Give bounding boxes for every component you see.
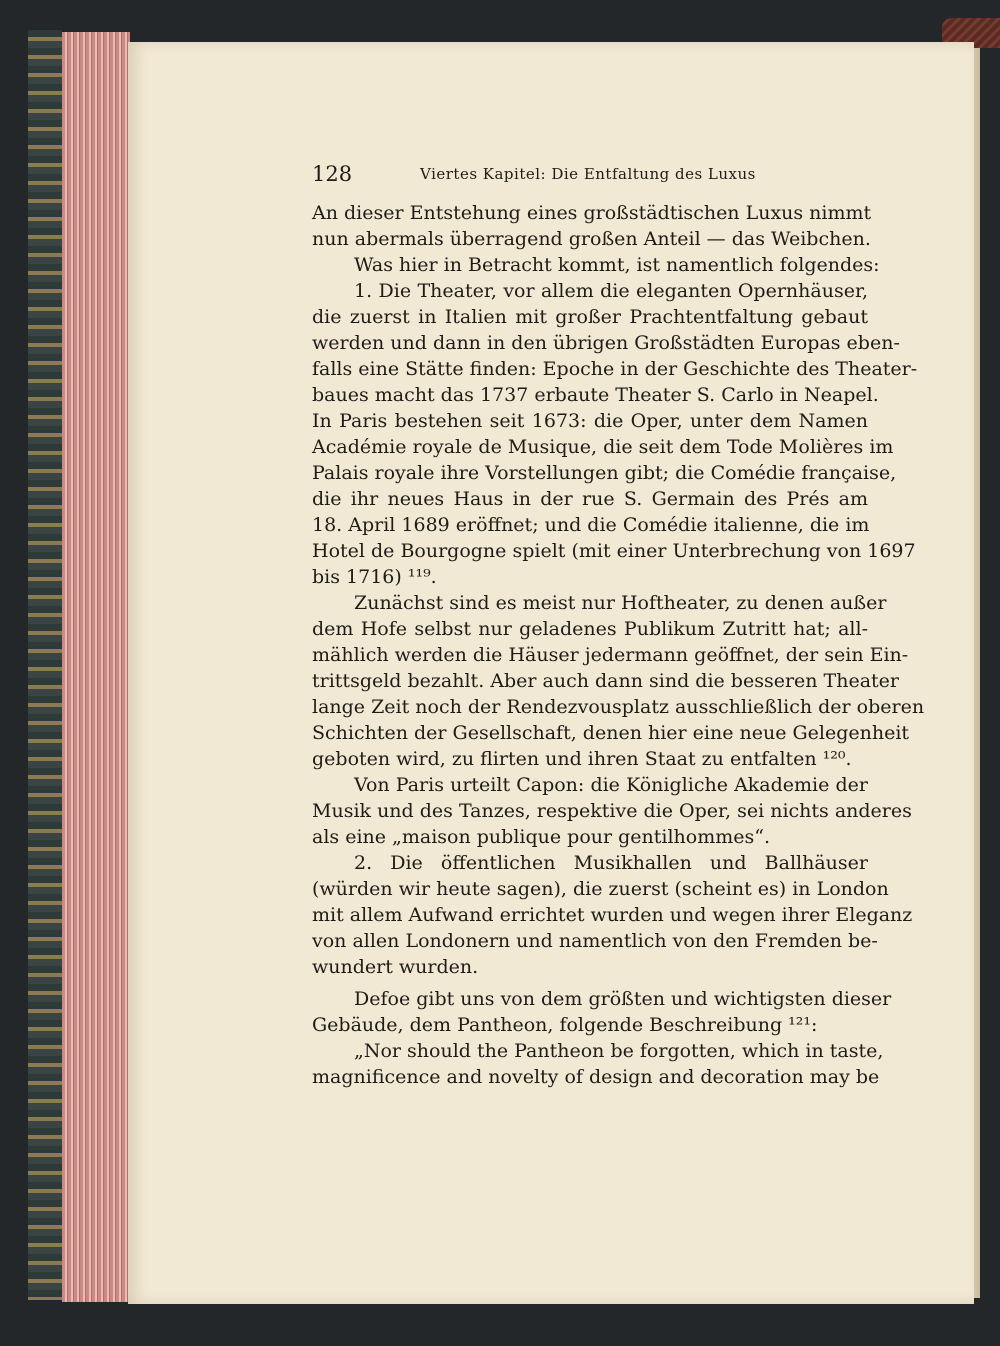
text-line: An dieser Entstehung eines großstädtischen Luxus nimmt	[312, 202, 872, 224]
text-line: als eine „maison publique pour gentilhommes“.	[312, 826, 771, 848]
text-line: dem Hofe selbst nur geladenes Publikum Zutritt hat; all-	[312, 618, 868, 640]
running-title: Viertes Kapitel: Die Entfaltung des Luxus	[420, 165, 756, 183]
text-line: magnificence and novelty of design and decoration may be	[312, 1066, 880, 1088]
text-line: Hotel de Bourgogne spielt (mit einer Unterbrechung von 1697	[312, 540, 916, 562]
text-line: 1. Die Theater, vor allem die eleganten Opernhäuser,	[354, 280, 868, 302]
text-line: Von Paris urteilt Capon: die Königliche Akademie der	[354, 774, 868, 796]
text-line: Académie royale de Musique, die seit dem Tode Molières im	[312, 436, 894, 458]
text-line: mählich werden die Häuser jedermann geöffnet, der sein Ein-	[312, 644, 909, 666]
page-stack-edge	[62, 32, 130, 1302]
text-line: Musik und des Tanzes, respektive die Oper, sei nichts anderes	[312, 800, 912, 822]
page-header	[312, 160, 868, 190]
text-line: werden und dann in den übrigen Großstädten Europas eben-	[312, 332, 900, 354]
text-line: falls eine Stätte finden: Epoche in der Geschichte des Theater-	[312, 358, 918, 380]
text-line: baues macht das 1737 erbaute Theater S. Carlo in Neapel.	[312, 384, 879, 406]
text-line: wundert wurden.	[312, 956, 479, 978]
text-line: 2. Die öffentlichen Musikhallen und Ballhäuser	[354, 852, 868, 874]
text-line: lange Zeit noch der Rendezvousplatz ausschließlich der oberen	[312, 696, 925, 718]
text-line: mit allem Aufwand errichtet wurden und wegen ihrer Eleganz	[312, 904, 913, 926]
text-line: (würden wir heute sagen), die zuerst (scheint es) in London	[312, 878, 889, 900]
text-line: geboten wird, zu flirten und ihren Staat zu entfalten ¹²⁰.	[312, 748, 852, 770]
text-line: „Nor should the Pantheon be forgotten, which in taste,	[354, 1040, 884, 1062]
page-number: 128	[312, 162, 353, 186]
text-line: 18. April 1689 eröffnet; und die Comédie italienne, die im	[312, 514, 870, 536]
text-line: die zuerst in Italien mit großer Prachtentfaltung gebaut	[312, 306, 868, 328]
text-line: In Paris bestehen seit 1673: die Oper, unter dem Namen	[312, 410, 868, 432]
text-line: trittsgeld bezahlt. Aber auch dann sind die besseren Theater	[312, 670, 899, 692]
text-line: Palais royale ihre Vorstellungen gibt; die Comédie française,	[312, 462, 897, 484]
book-spine-binding	[28, 30, 64, 1300]
text-line: Gebäude, dem Pantheon, folgende Beschreibung ¹²¹:	[312, 1014, 818, 1036]
text-line: Schichten der Gesellschaft, denen hier eine neue Gelegenheit	[312, 722, 910, 744]
text-line: Zunächst sind es meist nur Hoftheater, zu denen außer	[354, 592, 887, 614]
text-line: Was hier in Betracht kommt, ist namentlich folgendes:	[354, 254, 880, 276]
body-text	[312, 200, 925, 1090]
text-line: von allen Londonern und namentlich von den Fremden be-	[312, 930, 878, 952]
text-line: nun abermals überragend großen Anteil — das Weibchen.	[312, 228, 871, 250]
text-line: die ihr neues Haus in der rue S. Germain des Prés am	[312, 488, 868, 510]
text-line: bis 1716) ¹¹⁹.	[312, 566, 437, 588]
text-line: Defoe gibt uns von dem größten und wichtigsten dieser	[354, 988, 892, 1010]
